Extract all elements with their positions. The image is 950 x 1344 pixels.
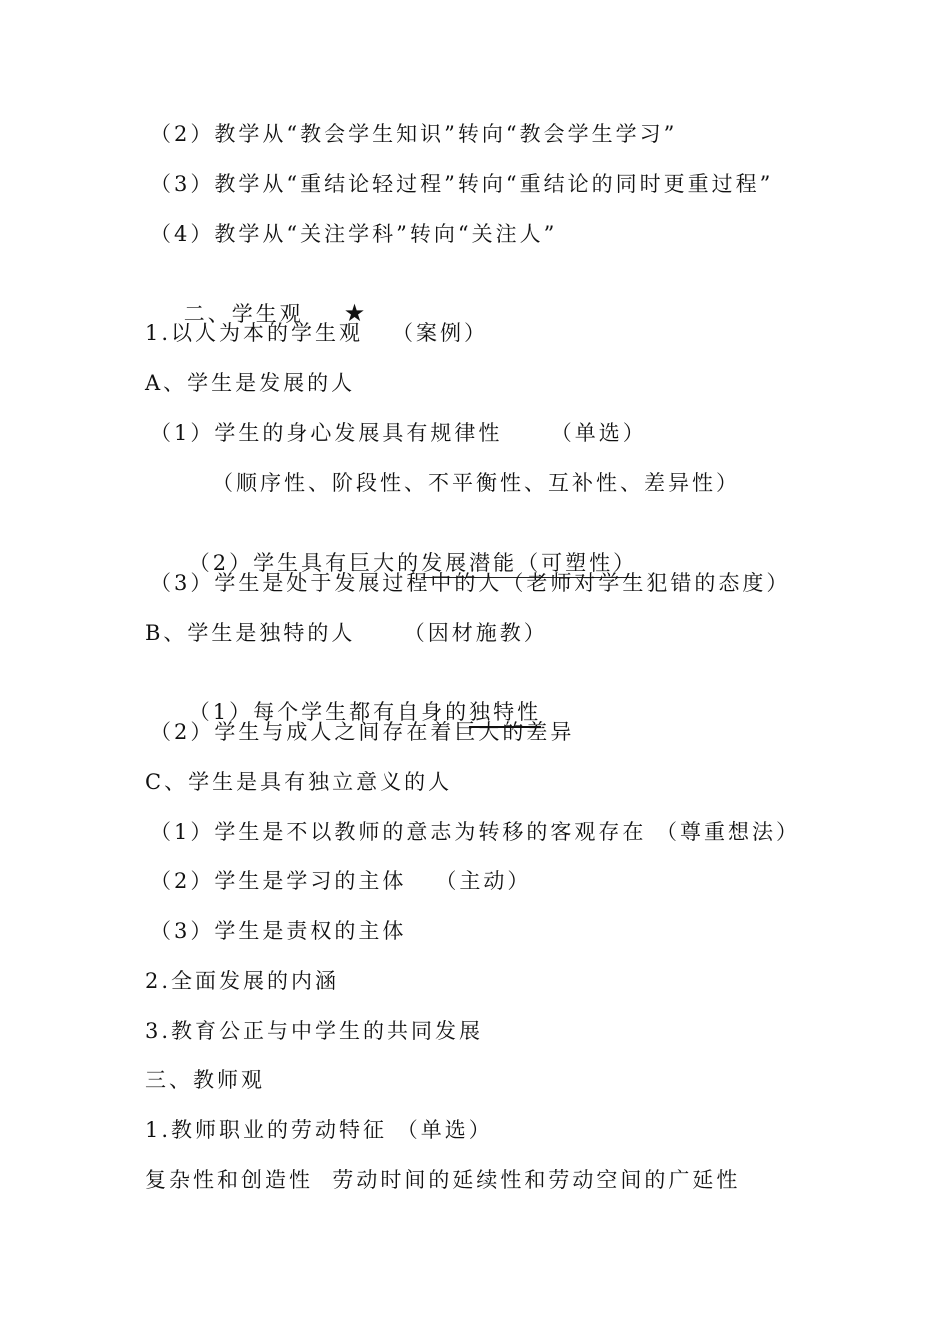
section-heading: 三、教师观 (145, 1068, 265, 1092)
text-segment: （1）每个学生都有自身的 (188, 700, 470, 724)
point-heading: C、学生是具有独立意义的人 (145, 770, 453, 794)
heading-text: 二、学生观 (183, 302, 304, 326)
underlined-term: 独特性 (469, 700, 541, 728)
subsection-heading: 1.以人为本的学生观 （案例） (145, 321, 489, 345)
underlined-term: 发展潜能（可塑性） (421, 551, 637, 578)
text-line: （2）教学从“教会学生知识”转向“教会学生学习” (150, 122, 678, 146)
text-line: （3）学生是处于发展过程中的人（老师对学生犯错的态度） (150, 571, 791, 595)
text-line: （4）教学从“关注学科”转向“关注人” (150, 222, 558, 246)
point-heading: B、学生是独特的人 （因材施教） (145, 621, 548, 645)
text-line: 复杂性和创造性 劳动时间的延续性和劳动空间的广延性 (145, 1168, 741, 1192)
text-line: （3）学生是责权的主体 (150, 919, 407, 943)
text-line: （顺序性、阶段性、不平衡性、互补性、差异性） (212, 471, 740, 495)
subsection-heading: 1.教师职业的劳动特征 （单选） (145, 1118, 493, 1142)
text-line: （3）教学从“重结论轻过程”转向“重结论的同时更重过程” (150, 172, 774, 196)
point-heading: A、学生是发展的人 (145, 371, 356, 395)
text-line: （2）学生与成人之间存在着巨大的差异 (150, 720, 575, 744)
star-icon: ★ (343, 299, 369, 327)
text-line: （1）学生是不以教师的意志为转移的客观存在 （尊重想法） (150, 820, 801, 844)
text-line: （2）学生是学习的主体 （主动） (150, 869, 532, 893)
subsection-heading: 3.教育公正与中学生的共同发展 (145, 1019, 484, 1043)
text-segment: （2）学生具有巨大的 (188, 551, 422, 575)
subsection-heading: 2.全面发展的内涵 (145, 969, 340, 993)
text-line: （1）学生的身心发展具有规律性 （单选） (150, 421, 647, 445)
